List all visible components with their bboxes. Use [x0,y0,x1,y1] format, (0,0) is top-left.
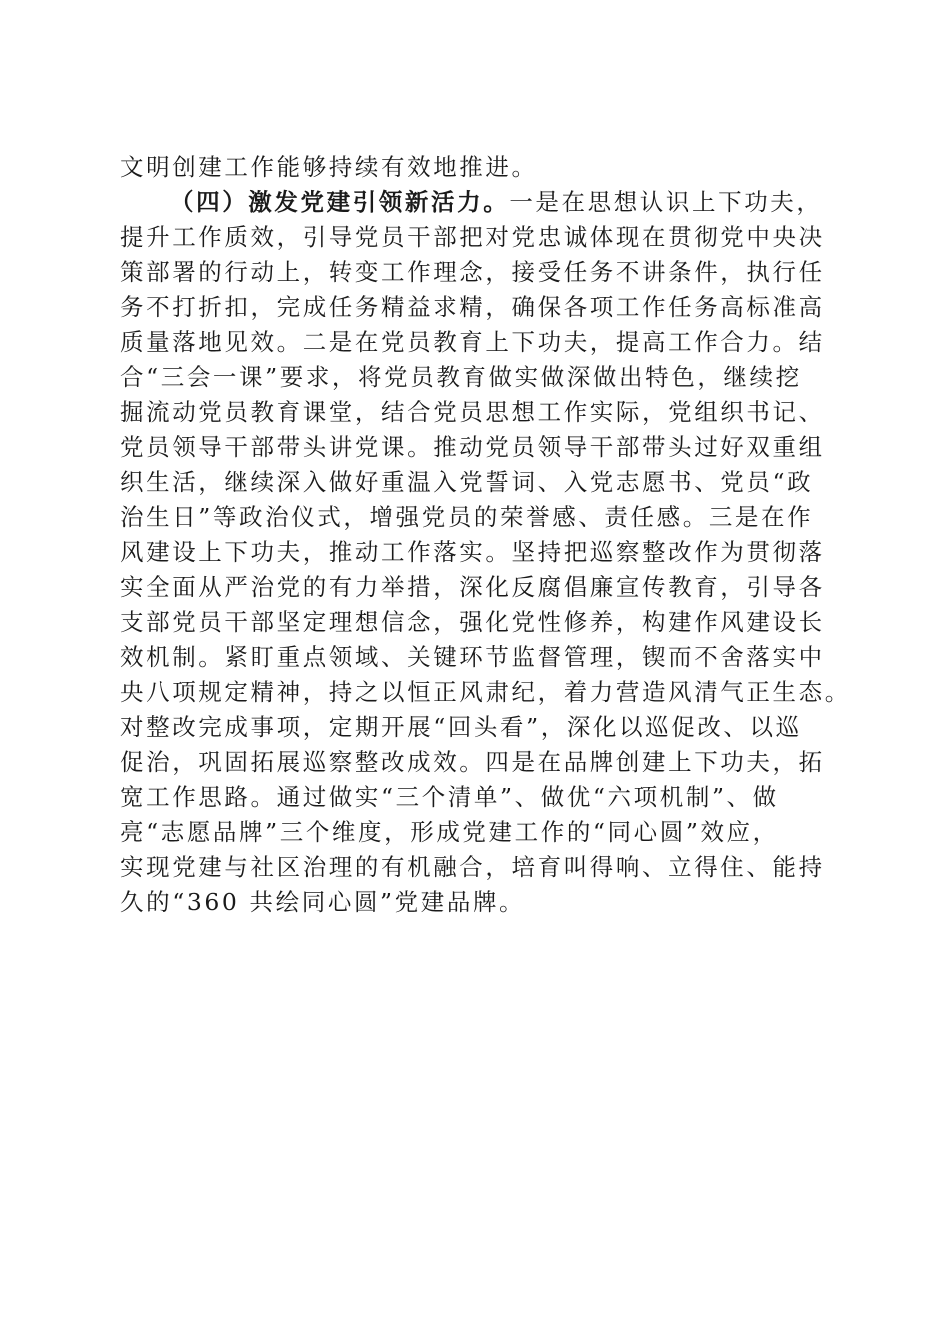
paragraph-line: 实全面从严治党的有力举措，深化反腐倡廉宣传教育，引导各 [120,573,825,601]
paragraph-line: 促治，巩固拓展巡察整改成效。四是在品牌创建上下功夫，拓 [120,748,825,776]
paragraph-line: 质量落地见效。二是在党员教育上下功夫，提高工作合力。结 [120,328,825,356]
paragraph-line: 党员领导干部带头讲党课。推动党员领导干部带头过好双重组 [120,433,825,461]
paragraph-line: 织生活，继续深入做好重温入党誓词、入党志愿书、党员“政 [120,468,814,496]
paragraph-line: 一是在思想认识上下功夫， [509,188,823,216]
paragraph-line: 掘流动党员教育课堂，结合党员思想工作实际，党组织书记、 [120,398,825,426]
paragraph-line: 提升工作质效，引导党员干部把对党忠诚体现在贯彻党中央决 [120,223,825,251]
paragraph-line: 亮“志愿品牌”三个维度，形成党建工作的“同心圆”效应， [120,818,779,846]
paragraph-line: 久的“360 共绘同心圆”党建品牌。 [120,888,526,916]
paragraph-line: 支部党员干部坚定理想信念，强化党性修养，构建作风建设长 [120,608,825,636]
paragraph-line: 合“三会一课”要求，将党员教育做实做深做出特色，继续挖 [120,363,802,391]
section-first-line [120,185,840,220]
body-text [120,150,851,920]
paragraph-line: 实现党建与社区治理的有机融合，培育叫得响、立得住、能持 [120,853,825,881]
continuation-line: 文明创建工作能够持续有效地推进。 [120,153,538,181]
paragraph-line: 对整改完成事项，定期开展“回头看”，深化以巡促改、以巡 [120,713,802,741]
section-heading: （四）激发党建引领新活力。 [170,188,510,216]
paragraph-line: 效机制。紧盯重点领域、关键环节监督管理，锲而不舍落实中 [120,643,825,671]
paragraph-line: 务不打折扣，完成任务精益求精，确保各项工作任务高标准高 [120,293,825,321]
paragraph-line: 风建设上下功夫，推动工作落实。坚持把巡察整改作为贯彻落 [120,538,825,566]
paragraph-line: 央八项规定精神，持之以恒正风肃纪，着力营造风清气正生态。 [120,678,851,706]
paragraph-line: 治生日”等政治仪式，增强党员的荣誉感、责任感。三是在作 [120,503,814,531]
paragraph-line: 宽工作思路。通过做实“三个清单”、做优“六项机制”、做 [120,783,779,811]
paragraph-line: 策部署的行动上，转变工作理念，接受任务不讲条件，执行任 [120,258,825,286]
